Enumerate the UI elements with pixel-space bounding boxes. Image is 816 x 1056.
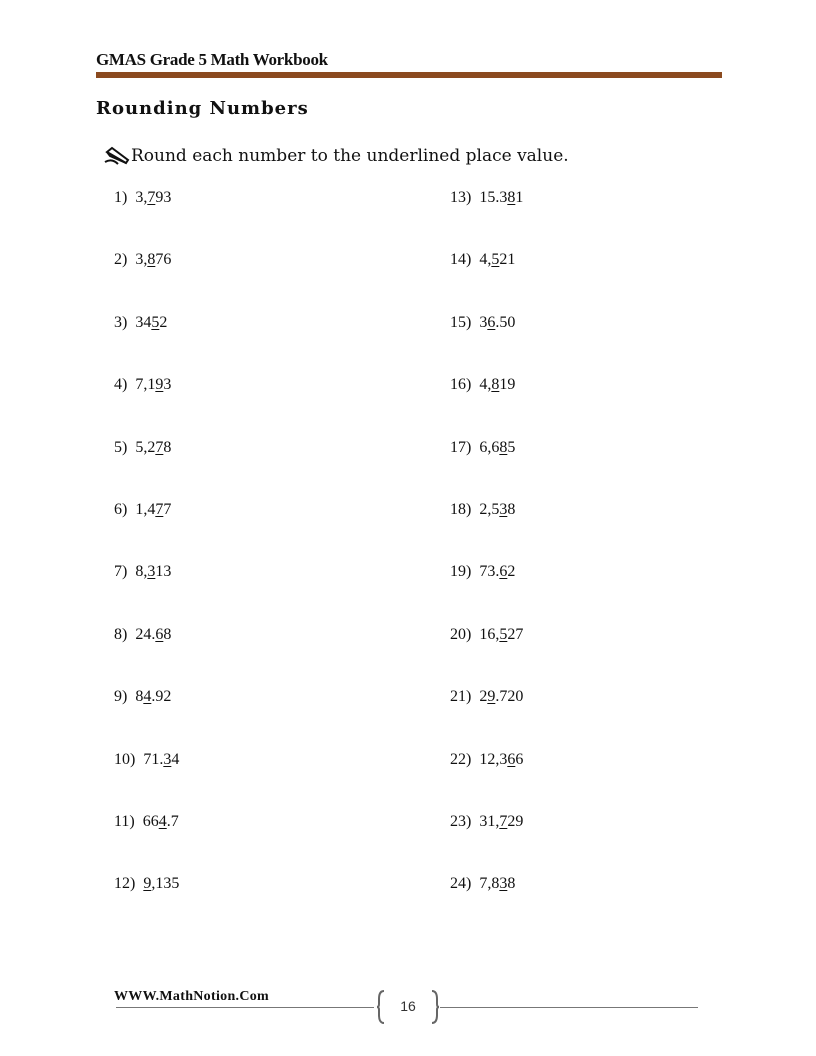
underlined-digit: 9 bbox=[155, 376, 164, 394]
underlined-digit: 8 bbox=[491, 376, 500, 394]
number-suffix: 1 bbox=[515, 189, 524, 206]
problem-number: 9) bbox=[114, 688, 128, 706]
underlined-digit: 7 bbox=[155, 438, 164, 456]
underlined-digit: 8 bbox=[499, 438, 508, 456]
underlined-digit: 6 bbox=[487, 313, 496, 331]
underlined-digit: 3 bbox=[147, 563, 156, 581]
footer-url: WWW.MathNotion.Com bbox=[114, 989, 269, 1004]
number-suffix: 27 bbox=[507, 625, 524, 643]
number-prefix: 2 bbox=[479, 688, 488, 706]
number-prefix: 7,1 bbox=[135, 376, 156, 394]
problem-item bbox=[450, 875, 515, 893]
number-prefix: 31, bbox=[479, 813, 500, 830]
underlined-digit: 9 bbox=[143, 875, 152, 893]
problem-number: 10) bbox=[114, 750, 136, 768]
number-suffix: .50 bbox=[495, 313, 516, 331]
number-suffix: .7 bbox=[166, 813, 179, 830]
number-suffix: .92 bbox=[151, 688, 172, 706]
header-rule bbox=[96, 72, 722, 78]
number-prefix: 73. bbox=[479, 563, 500, 581]
problem-number: 12) bbox=[114, 875, 136, 893]
number-suffix: 13 bbox=[155, 563, 172, 581]
underlined-digit: 5 bbox=[499, 625, 508, 643]
problem-number: 13) bbox=[450, 189, 472, 206]
problem-item bbox=[450, 688, 523, 706]
problem-number: 22) bbox=[450, 750, 472, 768]
problem-item bbox=[450, 251, 515, 269]
underlined-digit: 3 bbox=[499, 501, 508, 518]
problem-item bbox=[114, 813, 179, 831]
number-suffix: 21 bbox=[499, 251, 516, 269]
footer-rule-left bbox=[116, 1007, 374, 1008]
instruction-text: Round each number to the underlined place value. bbox=[131, 146, 569, 166]
number-prefix: 12,3 bbox=[479, 750, 508, 768]
problem-item bbox=[450, 376, 515, 394]
problem-item bbox=[114, 189, 171, 207]
number-prefix: 71. bbox=[143, 750, 164, 768]
number-suffix: 2 bbox=[507, 563, 516, 581]
problem-item bbox=[450, 563, 515, 581]
number-prefix: 15.3 bbox=[479, 189, 508, 206]
problem-number: 3) bbox=[114, 313, 128, 331]
problem-number: 2) bbox=[114, 251, 128, 269]
pencil-icon bbox=[104, 146, 130, 166]
number-suffix: .720 bbox=[495, 688, 524, 706]
problem-number: 23) bbox=[450, 813, 472, 830]
number-suffix: 76 bbox=[155, 251, 172, 269]
underlined-digit: 6 bbox=[499, 563, 508, 581]
number-prefix: 1,4 bbox=[135, 501, 156, 518]
problem-item bbox=[450, 314, 515, 332]
problem-item bbox=[114, 563, 171, 581]
problem-number: 6) bbox=[114, 501, 128, 518]
left-bracket-icon bbox=[377, 990, 385, 1024]
problem-item bbox=[114, 376, 171, 394]
problem-number: 19) bbox=[450, 563, 472, 581]
problem-number: 16) bbox=[450, 376, 472, 394]
problem-number: 18) bbox=[450, 501, 472, 518]
number-suffix: 29 bbox=[507, 813, 524, 830]
number-prefix: 6,6 bbox=[479, 438, 500, 456]
number-suffix: 3 bbox=[163, 376, 172, 394]
number-suffix: 2 bbox=[159, 313, 168, 331]
underlined-digit: 8 bbox=[507, 189, 516, 206]
number-prefix: 5,2 bbox=[135, 438, 156, 456]
problem-number: 4) bbox=[114, 376, 128, 394]
number-prefix: 8 bbox=[135, 688, 144, 706]
problem-item bbox=[450, 189, 523, 207]
problem-number: 24) bbox=[450, 875, 472, 893]
underlined-digit: 8 bbox=[147, 251, 156, 269]
number-suffix: 4 bbox=[171, 750, 180, 768]
problem-item bbox=[114, 251, 171, 269]
number-prefix: 24. bbox=[135, 625, 156, 643]
problem-item bbox=[114, 751, 179, 769]
number-suffix: 8 bbox=[163, 625, 172, 643]
problem-item bbox=[450, 813, 523, 831]
underlined-digit: 5 bbox=[491, 251, 500, 269]
number-prefix: 7,8 bbox=[479, 875, 500, 893]
number-prefix: 4, bbox=[479, 376, 492, 394]
problem-item bbox=[114, 875, 179, 893]
number-prefix: 3, bbox=[135, 189, 148, 206]
underlined-digit: 3 bbox=[499, 875, 508, 893]
problem-number: 7) bbox=[114, 563, 128, 581]
number-prefix: 3, bbox=[135, 251, 148, 269]
underlined-digit: 4 bbox=[158, 813, 167, 830]
number-prefix: 4, bbox=[479, 251, 492, 269]
number-prefix: 3 bbox=[479, 313, 488, 331]
underlined-digit: 6 bbox=[155, 625, 164, 643]
workbook-title: GMAS Grade 5 Math Workbook bbox=[96, 50, 328, 69]
number-suffix: 8 bbox=[507, 875, 516, 893]
problem-item bbox=[450, 501, 515, 519]
number-suffix: ,135 bbox=[151, 875, 180, 893]
number-prefix: 8, bbox=[135, 563, 148, 581]
underlined-digit: 6 bbox=[507, 750, 516, 768]
underlined-digit: 7 bbox=[147, 189, 156, 206]
footer-rule-right bbox=[440, 1007, 698, 1008]
page-number: 16 bbox=[400, 998, 416, 1014]
problem-item bbox=[450, 626, 523, 644]
number-suffix: 5 bbox=[507, 438, 516, 456]
number-suffix: 6 bbox=[515, 750, 524, 768]
problem-number: 8) bbox=[114, 625, 128, 643]
section-title: Rounding Numbers bbox=[96, 98, 309, 119]
underlined-digit: 5 bbox=[151, 313, 160, 331]
underlined-digit: 7 bbox=[499, 813, 508, 830]
problem-number: 5) bbox=[114, 438, 128, 456]
number-prefix: 2,5 bbox=[479, 501, 500, 518]
number-prefix: 66 bbox=[142, 813, 159, 830]
number-suffix: 8 bbox=[163, 438, 172, 456]
instruction bbox=[104, 146, 569, 166]
problem-number: 20) bbox=[450, 625, 472, 643]
problem-item bbox=[450, 751, 523, 769]
problem-number: 14) bbox=[450, 251, 472, 269]
underlined-digit: 4 bbox=[143, 688, 152, 706]
problem-item bbox=[114, 314, 167, 332]
problem-item bbox=[114, 501, 171, 519]
problem-item bbox=[114, 688, 171, 706]
right-bracket-icon bbox=[431, 990, 439, 1024]
problem-number: 11) bbox=[114, 813, 135, 830]
underlined-digit: 3 bbox=[163, 750, 172, 768]
number-suffix: 8 bbox=[507, 501, 516, 518]
problem-number: 21) bbox=[450, 688, 472, 706]
underlined-digit: 7 bbox=[155, 501, 164, 518]
problem-item bbox=[114, 626, 171, 644]
number-suffix: 19 bbox=[499, 376, 516, 394]
problem-item bbox=[114, 439, 171, 457]
problem-item bbox=[450, 439, 515, 457]
underlined-digit: 9 bbox=[487, 688, 496, 706]
number-suffix: 93 bbox=[155, 189, 172, 206]
problem-number: 17) bbox=[450, 438, 472, 456]
number-suffix: 7 bbox=[163, 501, 172, 518]
problem-number: 1) bbox=[114, 189, 128, 206]
number-prefix: 16, bbox=[479, 625, 500, 643]
problem-number: 15) bbox=[450, 313, 472, 331]
number-prefix: 34 bbox=[135, 313, 152, 331]
